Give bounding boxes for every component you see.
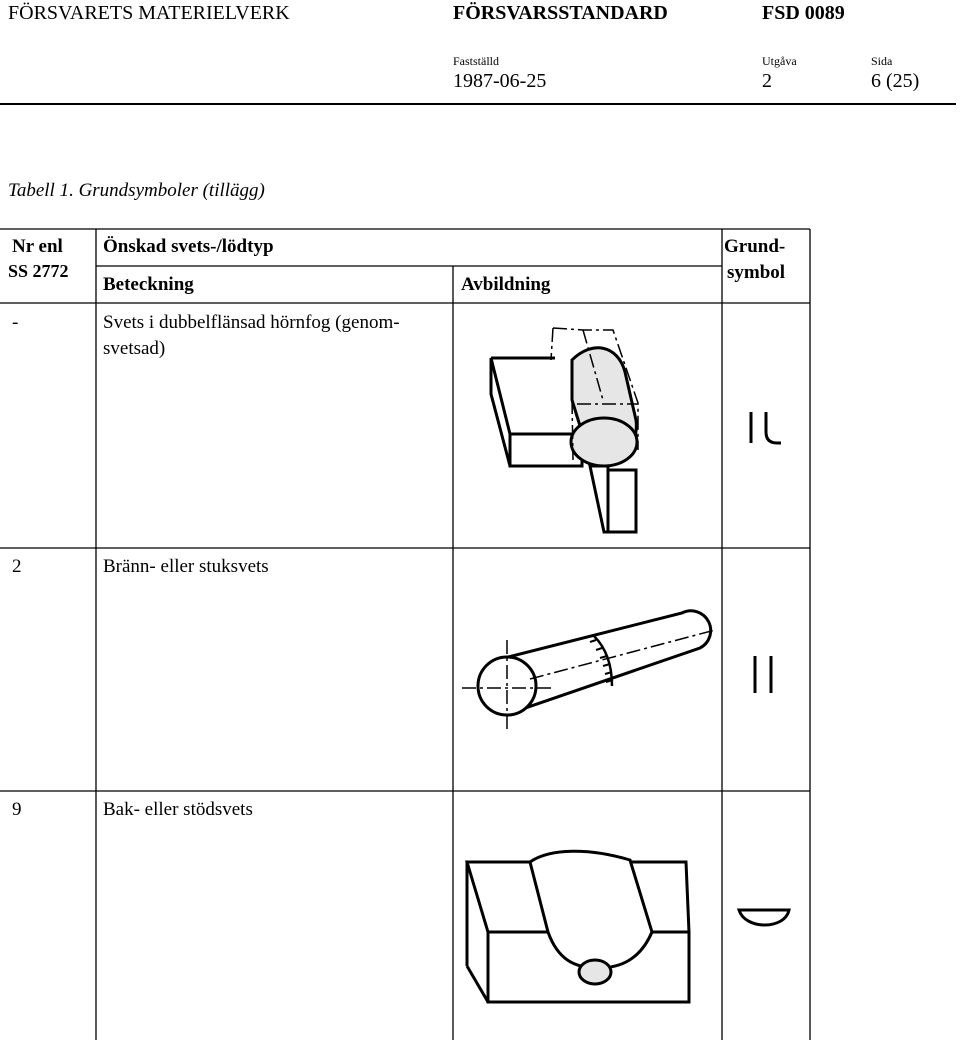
row-designation: Bak- eller stödsvets — [103, 799, 253, 820]
column-header-nr-standard: SS 2772 — [8, 261, 69, 281]
column-header-weld-type: Önskad svets-/lödtyp — [103, 236, 274, 257]
row-nr: 2 — [12, 556, 22, 577]
document-type: FÖRSVARSSTANDARD — [453, 2, 668, 24]
edition-label: Utgåva — [762, 54, 797, 68]
backing-weld-illustration — [467, 851, 689, 1002]
backing-weld-symbol — [739, 910, 789, 925]
established-date: 1987-06-25 — [453, 70, 547, 92]
double-flange-corner-weld-illustration — [491, 348, 637, 532]
flash-butt-weld-illustration — [462, 611, 715, 732]
row-nr: 9 — [12, 799, 22, 820]
flash-butt-weld-symbol — [755, 656, 771, 693]
page-label: Sida — [871, 54, 893, 68]
organization-name: FÖRSVARETS MATERIELVERK — [8, 2, 290, 24]
page-value: 6 (25) — [871, 70, 920, 92]
column-header-symbol: Grund- — [724, 236, 786, 257]
document-number: FSD 0089 — [762, 2, 845, 24]
table-caption: Tabell 1. Grundsymboler (tillägg) — [8, 180, 265, 201]
column-header-nr: Nr enl — [12, 236, 63, 257]
row-designation: Bränn- eller stuksvets — [103, 556, 269, 577]
established-label: Fastställd — [453, 54, 500, 68]
column-header-illustration: Avbildning — [461, 274, 551, 295]
column-header-designation: Beteckning — [103, 274, 194, 295]
double-flange-corner-weld-symbol — [751, 412, 781, 443]
row-designation-cont: svetsad) — [103, 338, 166, 359]
column-header-symbol-cont: symbol — [727, 262, 786, 283]
row-designation: Svets i dubbelflänsad hörnfog (genom- — [103, 312, 400, 333]
edition-value: 2 — [762, 70, 772, 92]
row-nr: - — [12, 312, 19, 333]
